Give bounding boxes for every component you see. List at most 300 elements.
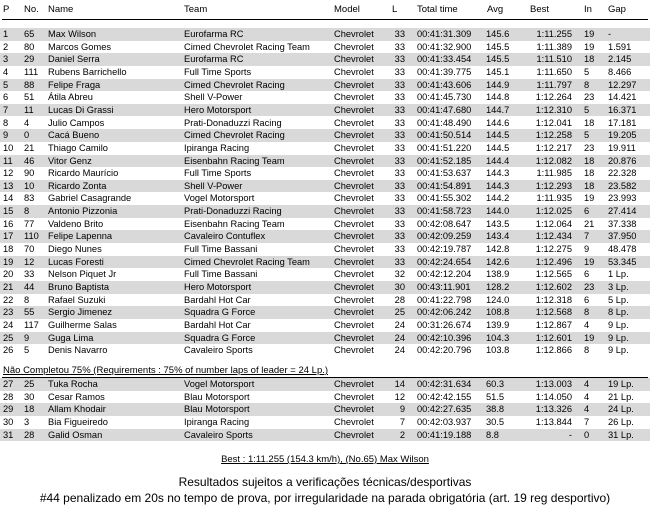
cell-name: Bruno Baptista — [48, 282, 109, 292]
cell-p: 13 — [3, 180, 14, 191]
cell-team: Hero Motorsport — [184, 282, 252, 292]
cell-p: 22 — [3, 294, 14, 305]
cell-model: Chevrolet — [334, 66, 374, 77]
table-row — [0, 294, 650, 307]
table-row — [0, 416, 650, 429]
header-name: Name — [48, 4, 74, 15]
cell-in: 7 — [584, 231, 590, 242]
cell-gap: 26 Lp. — [608, 416, 634, 427]
cell-avg: 142.8 — [486, 244, 510, 255]
cell-total: 00:31:26.674 — [417, 319, 472, 330]
cell-avg: 128.2 — [486, 282, 510, 292]
cell-model: Chevrolet — [334, 404, 374, 415]
header-position: P — [3, 4, 10, 15]
cell-no: 8 — [24, 206, 30, 217]
cell-laps: 33 — [394, 168, 405, 179]
cell-avg: 144.5 — [486, 142, 510, 153]
cell-no: 5 — [24, 345, 30, 356]
cell-best: 1:12.310 — [535, 104, 572, 115]
cell-avg: 145.5 — [486, 41, 510, 52]
cell-model: Chevrolet — [334, 231, 374, 242]
cell-team: Vogel Motorsport — [184, 379, 255, 389]
cell-avg: 144.6 — [486, 117, 510, 128]
cell-model: Chevrolet — [334, 391, 374, 402]
cell-model: Chevrolet — [334, 256, 374, 267]
cell-name: Thiago Camilo — [48, 142, 108, 153]
cell-name: Rafael Suzuki — [48, 294, 106, 305]
cell-no: 3 — [24, 416, 30, 427]
cell-best: - — [568, 429, 572, 440]
cell-gap: 19.205 — [608, 130, 637, 141]
cell-p: 30 — [3, 416, 14, 427]
cell-no: 8 — [24, 294, 30, 305]
cell-model: Chevrolet — [334, 282, 374, 292]
cell-best: 1:13.003 — [535, 379, 572, 389]
cell-best: 1:11.797 — [536, 79, 572, 90]
cell-no: 21 — [24, 142, 35, 153]
cell-total: 00:42:31.634 — [417, 379, 472, 389]
cell-gap: 23.582 — [608, 180, 637, 191]
cell-total: 00:41:58.723 — [417, 206, 472, 217]
cell-no: 33 — [24, 269, 35, 280]
cell-name: Cesar Ramos — [48, 391, 105, 402]
cell-total: 00:41:43.606 — [417, 79, 472, 90]
cell-in: 5 — [584, 130, 590, 141]
cell-best: 1:12.293 — [535, 180, 572, 191]
cell-name: Rubens Barrichello — [48, 66, 127, 77]
cell-avg: 60.3 — [486, 379, 505, 389]
cell-model: Chevrolet — [334, 41, 374, 52]
table-row — [0, 403, 650, 416]
table-row — [0, 192, 650, 205]
cell-no: 90 — [24, 168, 35, 179]
cell-laps: 33 — [394, 66, 405, 77]
cell-in: 23 — [584, 282, 595, 292]
cell-avg: 143.4 — [486, 231, 510, 242]
cell-gap: 37.950 — [608, 231, 637, 242]
cell-no: 11 — [24, 104, 34, 115]
cell-name: Guga Lima — [48, 332, 94, 343]
cell-laps: 33 — [394, 180, 405, 191]
table-row — [0, 129, 650, 142]
cell-best: 1:13.844 — [535, 416, 572, 427]
cell-no: 44 — [24, 282, 35, 292]
cell-in: 5 — [584, 66, 590, 77]
table-row — [0, 378, 650, 391]
cell-team: Bardahl Hot Car — [184, 294, 251, 305]
cell-total: 00:42:27.635 — [417, 404, 472, 415]
cell-laps: 33 — [394, 218, 405, 229]
table-row — [0, 243, 650, 256]
cell-gap: 9 Lp. — [608, 345, 629, 356]
cell-team: Squadra G Force — [184, 332, 256, 343]
cell-avg: 38.8 — [486, 404, 505, 415]
cell-p: 28 — [3, 391, 14, 402]
cell-no: 110 — [24, 231, 39, 242]
cell-total: 00:43:11.901 — [417, 282, 471, 292]
table-row — [0, 104, 650, 117]
cell-best: 1:11.389 — [536, 41, 572, 52]
header-team: Team — [184, 4, 208, 15]
cell-total: 00:41:22.798 — [417, 294, 472, 305]
header-divider — [2, 19, 648, 20]
cell-in: 19 — [584, 41, 595, 52]
cell-p: 18 — [3, 244, 14, 255]
cell-model: Chevrolet — [334, 117, 374, 128]
header-total-time: Total time — [417, 4, 458, 15]
cell-in: 9 — [584, 244, 590, 255]
cell-best: 1:12.568 — [535, 307, 572, 318]
cell-model: Chevrolet — [334, 269, 374, 280]
cell-name: Nelson Piquet Jr — [48, 269, 117, 280]
cell-p: 4 — [3, 66, 9, 77]
cell-laps: 33 — [394, 79, 405, 90]
cell-team: Cimed Chevrolet Racing Team — [184, 256, 310, 267]
cell-total: 00:41:47.680 — [417, 104, 472, 115]
cell-name: Allam Khodair — [48, 404, 106, 415]
cell-p: 9 — [3, 130, 9, 141]
cell-name: Cacá Bueno — [48, 130, 100, 141]
cell-team: Cavaleiro Contuflex — [184, 231, 266, 242]
table-row — [0, 142, 650, 155]
cell-avg: 104.3 — [486, 332, 510, 343]
cell-laps: 32 — [394, 269, 405, 280]
cell-best: 1:12.064 — [535, 218, 572, 229]
cell-team: Full Time Bassani — [184, 244, 258, 255]
cell-no: 65 — [24, 29, 35, 39]
cell-total: 00:42:06.242 — [417, 307, 472, 318]
cell-in: 19 — [584, 332, 595, 343]
table-row — [0, 180, 650, 193]
cell-gap: 19 Lp. — [608, 379, 634, 389]
cell-p: 11 — [3, 155, 13, 166]
cell-avg: 144.5 — [486, 130, 510, 141]
cell-model: Chevrolet — [334, 345, 374, 356]
cell-avg: 142.6 — [486, 256, 510, 267]
cell-in: 8 — [584, 307, 590, 318]
cell-laps: 33 — [394, 193, 405, 204]
cell-total: 00:41:48.490 — [417, 117, 472, 128]
cell-laps: 33 — [394, 92, 405, 103]
cell-gap: 8 Lp. — [608, 307, 629, 318]
cell-laps: 33 — [394, 244, 405, 255]
cell-team: Eurofarma RC — [184, 54, 244, 65]
cell-avg: 145.5 — [486, 54, 510, 65]
cell-laps: 28 — [394, 294, 405, 305]
cell-total: 00:42:42.155 — [417, 391, 472, 402]
cell-total: 00:42:19.787 — [417, 244, 472, 255]
cell-name: Vitor Genz — [48, 155, 92, 166]
cell-total: 00:42:10.396 — [417, 332, 472, 343]
cell-in: 4 — [584, 391, 590, 402]
cell-team: Blau Motorsport — [184, 404, 250, 415]
cell-laps: 25 — [394, 307, 405, 318]
cell-team: Hero Motorsport — [184, 104, 252, 115]
header-laps: L — [392, 4, 398, 15]
cell-avg: 144.3 — [486, 180, 510, 191]
cell-team: Ipiranga Racing — [184, 416, 250, 427]
cell-gap: 20.876 — [608, 155, 637, 166]
cell-best: 1:12.264 — [535, 92, 572, 103]
cell-best: 1:11.985 — [536, 168, 572, 179]
cell-gap: 37.338 — [608, 218, 637, 229]
cell-model: Chevrolet — [334, 29, 374, 39]
cell-name: Marcos Gomes — [48, 41, 112, 52]
cell-name: Diego Nunes — [48, 244, 102, 255]
cell-laps: 33 — [394, 117, 405, 128]
cell-gap: 19.911 — [608, 142, 636, 153]
cell-gap: 53.345 — [608, 256, 637, 267]
cell-in: 23 — [584, 142, 595, 153]
cell-total: 00:41:54.891 — [417, 180, 472, 191]
cell-in: 6 — [584, 269, 590, 280]
cell-in: 4 — [584, 319, 590, 330]
cell-team: Vogel Motorsport — [184, 193, 255, 204]
cell-model: Chevrolet — [334, 193, 374, 204]
cell-name: Sergio Jimenez — [48, 307, 113, 318]
cell-best: 1:12.025 — [535, 206, 572, 217]
table-row — [0, 117, 650, 130]
cell-laps: 2 — [399, 429, 405, 440]
cell-in: 4 — [584, 379, 590, 389]
cell-in: 8 — [584, 345, 590, 356]
cell-model: Chevrolet — [334, 244, 374, 255]
cell-team: Eisenbahn Racing Team — [184, 218, 285, 229]
table-row — [0, 167, 650, 180]
cell-p: 2 — [3, 41, 9, 52]
header-gap: Gap — [608, 4, 626, 15]
cell-in: 18 — [584, 54, 595, 65]
cell-team: Cimed Chevrolet Racing Team — [184, 41, 310, 52]
cell-team: Squadra G Force — [184, 307, 256, 318]
cell-best: 1:12.275 — [535, 244, 572, 255]
cell-name: Tuka Rocha — [48, 379, 98, 389]
cell-avg: 124.0 — [486, 294, 510, 305]
table-row — [0, 91, 650, 104]
cell-laps: 14 — [394, 379, 405, 389]
cell-avg: 8.8 — [486, 429, 499, 440]
cell-p: 25 — [3, 332, 14, 343]
table-row — [0, 268, 650, 281]
cell-gap: 9 Lp. — [608, 319, 629, 330]
cell-in: 23 — [584, 92, 595, 103]
cell-model: Chevrolet — [334, 180, 374, 191]
cell-avg: 108.8 — [486, 307, 510, 318]
cell-no: 80 — [24, 41, 35, 52]
cell-in: 7 — [584, 416, 590, 427]
table-row — [0, 66, 650, 79]
cell-avg: 103.8 — [486, 345, 510, 356]
cell-model: Chevrolet — [334, 416, 374, 427]
cell-total: 00:41:51.220 — [417, 142, 472, 153]
table-row — [0, 79, 650, 92]
cell-gap: 2.145 — [608, 54, 632, 65]
cell-no: 111 — [24, 66, 39, 77]
header-avg: Avg — [487, 4, 504, 15]
cell-no: 0 — [24, 130, 30, 141]
cell-p: 8 — [3, 117, 9, 128]
cell-no: 9 — [24, 332, 30, 343]
cell-laps: 33 — [394, 29, 405, 39]
cell-avg: 145.1 — [486, 66, 510, 77]
cell-in: 21 — [584, 218, 595, 229]
cell-p: 10 — [3, 142, 14, 153]
cell-p: 6 — [3, 92, 9, 103]
cell-p: 7 — [3, 104, 9, 115]
table-row — [0, 319, 650, 332]
table-row — [0, 332, 650, 345]
cell-model: Chevrolet — [334, 429, 374, 440]
cell-p: 15 — [3, 206, 14, 217]
cell-model: Chevrolet — [334, 155, 374, 166]
table-row — [0, 344, 650, 357]
cell-best: 1:12.041 — [535, 117, 572, 128]
cell-team: Full Time Bassani — [184, 269, 258, 280]
cell-total: 00:41:52.185 — [417, 155, 472, 166]
cell-name: Átila Abreu — [48, 92, 93, 103]
cell-total: 00:42:20.796 — [417, 345, 472, 356]
cell-team: Eisenbahn Racing Team — [184, 155, 285, 166]
table-row — [0, 429, 650, 442]
cell-no: 77 — [24, 218, 35, 229]
cell-best: 1:12.602 — [535, 282, 572, 292]
cell-team: Full Time Sports — [184, 66, 252, 77]
cell-name: Julio Campos — [48, 117, 105, 128]
cell-team: Shell V-Power — [184, 92, 243, 103]
cell-best: 1:11.510 — [536, 54, 572, 65]
cell-no: 25 — [24, 379, 35, 389]
table-row — [0, 155, 650, 168]
cell-model: Chevrolet — [334, 142, 374, 153]
cell-gap: 1.591 — [608, 41, 632, 52]
cell-name: Lucas Foresti — [48, 256, 104, 267]
cell-avg: 138.9 — [486, 269, 510, 280]
table-row — [0, 53, 650, 66]
cell-laps: 33 — [394, 104, 405, 115]
cell-best: 1:13.326 — [535, 404, 572, 415]
cell-laps: 12 — [394, 391, 405, 402]
cell-best: 1:11.935 — [536, 193, 572, 204]
cell-p: 12 — [3, 168, 14, 179]
cell-name: Bia Figueiredo — [48, 416, 108, 427]
cell-in: 18 — [584, 155, 595, 166]
cell-total: 00:41:45.730 — [417, 92, 472, 103]
cell-in: 0 — [584, 429, 590, 440]
cell-gap: 12.297 — [608, 79, 637, 90]
cell-p: 16 — [3, 218, 14, 229]
cell-p: 29 — [3, 404, 14, 415]
cell-no: 10 — [24, 180, 35, 191]
cell-total: 00:41:50.514 — [417, 130, 472, 141]
cell-no: 46 — [24, 155, 35, 166]
cell-team: Full Time Sports — [184, 168, 252, 179]
cell-name: Guilherme Salas — [48, 319, 117, 330]
cell-gap: 27.414 — [608, 206, 637, 217]
cell-in: 19 — [584, 193, 595, 204]
cell-name: Daniel Serra — [48, 54, 100, 65]
cell-name: Antonio Pizzonia — [48, 206, 118, 217]
cell-p: 21 — [3, 282, 14, 292]
cell-model: Chevrolet — [334, 294, 374, 305]
cell-p: 17 — [3, 231, 14, 242]
cell-best: 1:12.867 — [535, 319, 572, 330]
cell-total: 00:42:03.937 — [417, 416, 472, 427]
table-row — [0, 230, 650, 243]
cell-team: Eurofarma RC — [184, 29, 244, 39]
cell-no: 12 — [24, 256, 35, 267]
cell-laps: 9 — [399, 404, 405, 415]
table-row — [0, 306, 650, 319]
cell-team: Cimed Chevrolet Racing — [184, 130, 285, 141]
cell-in: 6 — [584, 206, 590, 217]
cell-no: 117 — [24, 319, 39, 330]
cell-total: 00:41:33.454 — [417, 54, 472, 65]
cell-p: 19 — [3, 256, 14, 267]
cell-best: 1:11.650 — [536, 66, 572, 77]
cell-name: Felipe Fraga — [48, 79, 101, 90]
table-row — [0, 205, 650, 218]
cell-laps: 33 — [394, 41, 405, 52]
cell-total: 00:41:53.637 — [417, 168, 472, 179]
cell-avg: 144.3 — [486, 168, 510, 179]
cell-name: Felipe Lapenna — [48, 231, 113, 242]
table-row — [0, 218, 650, 231]
cell-model: Chevrolet — [334, 379, 374, 389]
cell-team: Bardahl Hot Car — [184, 319, 251, 330]
table-row — [0, 41, 650, 54]
cell-p: 14 — [3, 193, 14, 204]
cell-p: 3 — [3, 54, 9, 65]
cell-total: 00:41:19.188 — [417, 429, 472, 440]
cell-avg: 144.0 — [486, 206, 510, 217]
cell-in: 8 — [584, 79, 590, 90]
cell-gap: 14.421 — [608, 92, 637, 103]
cell-model: Chevrolet — [334, 218, 374, 229]
cell-team: Cimed Chevrolet Racing — [184, 79, 285, 90]
cell-best: 1:12.434 — [535, 231, 572, 242]
cell-laps: 33 — [394, 142, 405, 153]
table-row — [0, 281, 650, 294]
cell-no: 51 — [24, 92, 35, 103]
cell-best: 1:12.082 — [535, 155, 572, 166]
cell-avg: 145.6 — [486, 29, 510, 39]
cell-laps: 33 — [394, 130, 405, 141]
verification-note: Resultados sujeitos a verificações técnicas/desportivas — [178, 475, 472, 489]
cell-best: 1:12.258 — [535, 130, 572, 141]
cell-avg: 143.5 — [486, 218, 510, 229]
cell-no: 29 — [24, 54, 35, 65]
cell-name: Valdeno Brito — [48, 218, 104, 229]
cell-best: 1:12.601 — [535, 332, 572, 343]
cell-p: 31 — [3, 429, 14, 440]
cell-gap: 17.181 — [608, 117, 637, 128]
cell-in: 19 — [584, 29, 595, 39]
cell-model: Chevrolet — [334, 168, 374, 179]
cell-laps: 33 — [394, 256, 405, 267]
cell-no: 28 — [24, 429, 35, 440]
cell-no: 30 — [24, 391, 35, 402]
cell-no: 70 — [24, 244, 35, 255]
cell-gap: 48.478 — [608, 244, 637, 255]
table-row — [0, 28, 650, 41]
cell-no: 4 — [24, 117, 30, 128]
cell-model: Chevrolet — [334, 104, 374, 115]
cell-name: Galid Osman — [48, 429, 103, 440]
cell-p: 24 — [3, 319, 14, 330]
cell-total: 00:41:55.302 — [417, 193, 472, 204]
cell-best: 1:11.255 — [536, 29, 572, 39]
cell-no: 83 — [24, 193, 35, 204]
